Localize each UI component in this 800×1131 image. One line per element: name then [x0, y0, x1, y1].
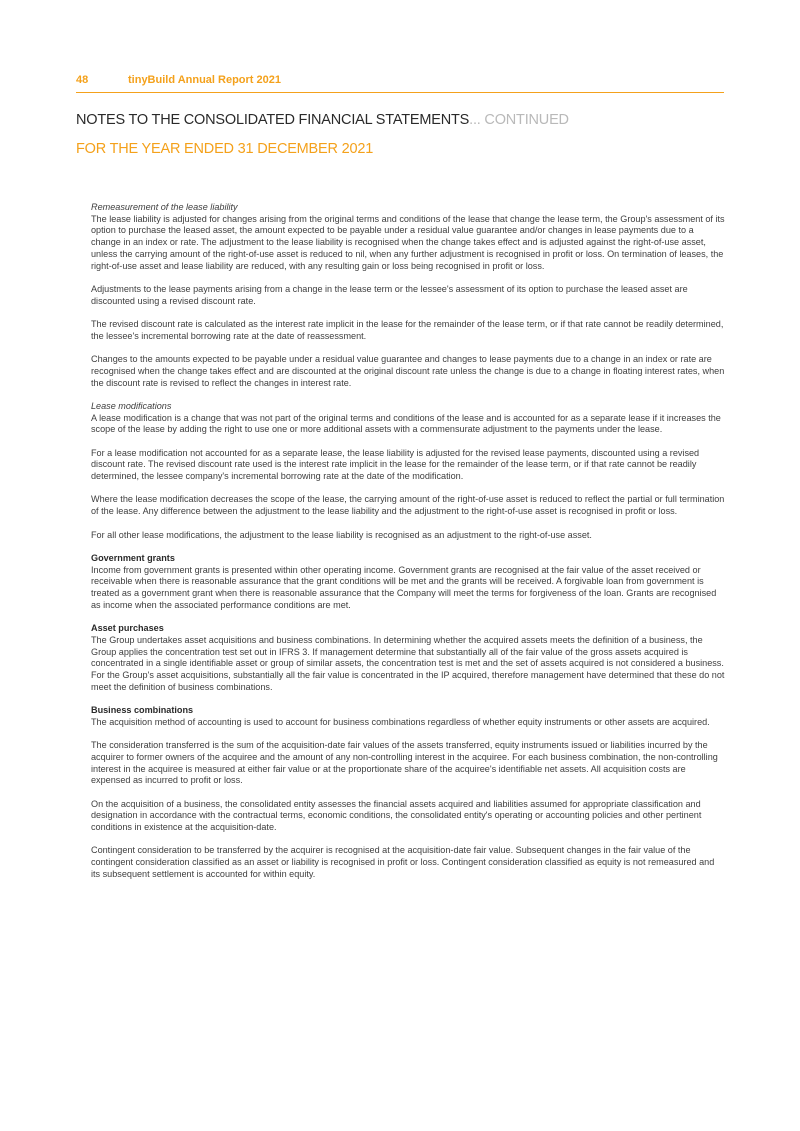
section-heading: Business combinations [91, 705, 194, 716]
page-title-main: NOTES TO THE CONSOLIDATED FINANCIAL STATEMENTS [76, 112, 470, 128]
paragraph: The acquisition method of accounting is used to account for business combinations regardless of whether equity instruments or other assets are acquired. [91, 716, 710, 727]
section-asset-purchases [91, 623, 725, 693]
section-remeasurement [91, 202, 725, 389]
paragraph: On the acquisition of a business, the consolidated entity assesses the financial assets acquired and liabilities assumed for appropriate classification and designation in accordance with the contractual terms, economic conditions, the consolidated entity's operating or accounting policies and other pertinent conditions in existence at the acquisition-date. [91, 798, 702, 833]
paragraph: For a lease modification not accounted for as a separate lease, the lease liability is adjusted for the revised lease payments, discounted using a revised discount rate. The revised discount rate used is the interest rate implicit in the lease for the remainder of the lease term, or if that rate cannot be readily determined, the lessee company's incremental borrowing rate at the date of the modification. [91, 447, 700, 482]
page-title-continued: ... CONTINUED [469, 112, 569, 128]
section-government-grants [91, 553, 725, 612]
paragraph: The lease liability is adjusted for changes arising from the original terms and conditions of the lease that change the lease term, the Group's assessment of its option to purchase the leased asset, the amount expected to be payable under a residual value guarantee and/or changes in lease payments due to a change in an index or rate. The adjustment to the lease liability is recognised when the change takes effect and is adjusted against the right-of-use asset, unless the carrying amount of the right-of-use asset is reduced to nil, when any further adjustment is recognised in profit or loss. On termination of leases, the right-of-use asset and lease liability are reduced, with any resulting gain or loss being recognised in profit or loss. [91, 213, 725, 271]
paragraph: A lease modification is a change that was not part of the original terms and conditions of the lease and is accounted for as a separate lease if it increases the scope of the lease by adding the right to use one or more additional assets with a commensurate adjustment to the payments under the lease. [91, 412, 721, 435]
page-title [76, 111, 724, 129]
paragraph: The consideration transferred is the sum of the acquisition-date fair values of the assets transferred, equity instruments issued or liabilities incurred by the acquirer to former owners of the acquiree and the amount of any non-controlling interest in the acquiree. For each business combination, the non-controlling interest in the acquiree is measured at either fair value or at the proportionate share of the acquiree's identifiable net assets. All acquisition costs are expensed as incurred to profit or loss. [91, 740, 718, 786]
page-header [76, 74, 724, 93]
section-heading: Asset purchases [91, 623, 164, 634]
notes-content [91, 202, 725, 892]
paragraph: The revised discount rate is calculated as the interest rate implicit in the lease for the remainder of the lease term, or if that rate cannot be readily determined, the lessee's incremental borrowing rate at the date of reassessment. [91, 319, 724, 341]
section-heading: Remeasurement of the lease liability [91, 202, 238, 212]
section-lease-modifications [91, 401, 725, 541]
page-number: 48 [76, 74, 89, 86]
paragraph: Where the lease modification decreases the scope of the lease, the carrying amount of the right-of-use asset is reduced to reflect the partial or full termination of the lease. Any difference between the adjustment to the lease liability and the adjustment to the right-of-use asset is recognised in profit or loss. [91, 494, 725, 517]
period-title: FOR THE YEAR ENDED 31 DECEMBER 2021 [76, 141, 374, 157]
section-business-combinations [91, 705, 725, 881]
report-title: tinyBuild Annual Report 2021 [128, 74, 282, 86]
section-heading: Lease modifications [91, 400, 172, 411]
paragraph: For all other lease modifications, the adjustment to the lease liability is recognised as an adjustment to the right-of-use asset. [91, 529, 592, 540]
paragraph: Income from government grants is presented within other operating income. Government grants are recognised at the fair value of the asset received or receivable when there is reasonable assurance that the grant conditions will be met and the grants will be received. A forgivable loan from government is treated as a government grant when there is reasonable assurance that the Company will meet the terms for forgiveness of the loan. Grants are recognised as income when the associated performance conditions are met. [91, 564, 717, 610]
paragraph: Changes to the amounts expected to be payable under a residual value guarantee and changes to lease payments due to a change in an index or rate are recognised when the change takes effect and are discounted at the original discount rate unless the change is due to a change in floating interest rates, when the discount rate is revised to reflect the changes in interest rate. [91, 354, 725, 388]
title-block [76, 111, 724, 158]
paragraph: The Group undertakes asset acquisitions and business combinations. In determining whether the acquired assets meets the definition of a business, the Group applies the concentration test set out in IFRS 3. If management determine that substantially all of the fair value of the gross assets acquired is concentrated in a single identifiable asset or group of similar assets, the concentration test is met and the set of assets acquired is not considered a business. For the Group's asset acquisitions, substantially all the fair value is concentrated in the IP acquired, therefore management have determined that these do not meet the definition of business combinations. [91, 634, 725, 692]
paragraph: Contingent consideration to be transferred by the acquirer is recognised at the acquisition-date fair value. Subsequent changes in the fair value of the contingent consideration classified as an asset or liability is recognised in profit or loss. Contingent consideration classified as equity is not remeasured and its subsequent settlement is accounted for within equity. [91, 845, 715, 879]
paragraph: Adjustments to the lease payments arising from a change in the lease term or the lessee's assessment of its option to purchase the leased asset are discounted using a revised discount rate. [91, 283, 688, 306]
section-heading: Government grants [91, 552, 175, 563]
